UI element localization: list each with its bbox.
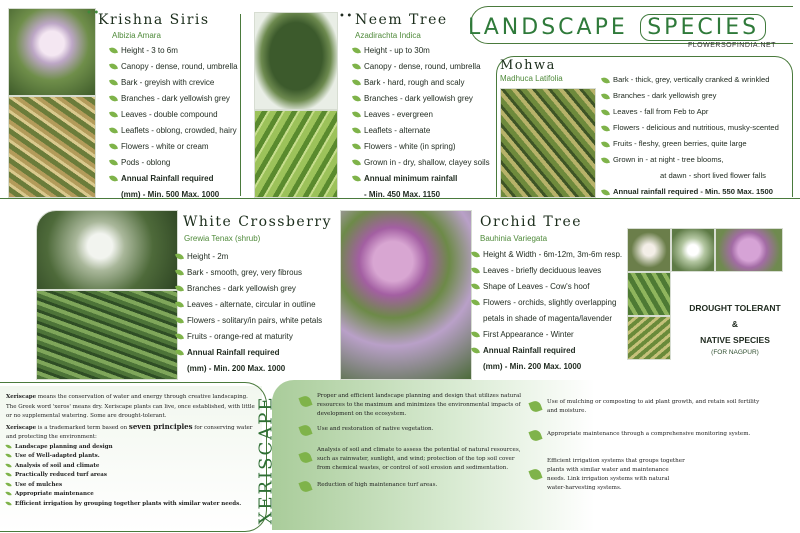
intro-text: is a trademarked term based on xyxy=(36,424,129,431)
caption-line: & xyxy=(731,319,739,329)
rainfall-value: - Min. 450 Max. 1150 xyxy=(364,190,441,199)
mohwa-scientific-name: Madhuca Latifolia xyxy=(500,74,563,83)
list-item: Grown in - at night - tree blooms, xyxy=(613,155,724,164)
dots-icon: •• xyxy=(339,11,354,22)
leaf-bullet-icon xyxy=(298,479,312,493)
leaf-bullet-icon xyxy=(601,188,610,197)
leaf-bullet-icon xyxy=(352,94,361,103)
neem-title xyxy=(339,11,448,28)
orchid-tree-scientific-name: Bauhinia Variegata xyxy=(480,234,548,243)
list-item: Branches - dark yellowish grey xyxy=(364,94,473,103)
leaf-bullet-icon xyxy=(175,332,184,341)
leaf-bullet-icon xyxy=(352,62,361,71)
title-species: SPECIES xyxy=(647,15,760,40)
intro-text: or no supplemental watering. Some are drought-tolerant. xyxy=(6,413,167,419)
leaf-bullet-icon xyxy=(109,110,118,119)
krishna-siris-scientific-name: Albizia Amara xyxy=(112,31,161,40)
orchid-tree-name: Orchid Tree xyxy=(480,214,583,230)
leaf-bullet-icon xyxy=(352,126,361,135)
principle-item: Use of Well-adapted plants. xyxy=(15,453,100,459)
leaf-bullet-icon xyxy=(109,158,118,167)
white-crossberry-scientific-name: Grewia Tenax (shrub) xyxy=(184,234,261,243)
orchid-tree-photo xyxy=(340,210,472,380)
white-crossberry-list xyxy=(176,249,322,377)
leaf-bullet-icon xyxy=(471,250,480,259)
krishna-siris-name: Krishna Siris xyxy=(98,12,210,28)
list-item: Height - 3 to 6m xyxy=(121,46,178,55)
leaf-bullet-icon xyxy=(109,142,118,151)
xeriscape-intro-text xyxy=(6,393,258,509)
list-item: Bark - hard, rough and scaly xyxy=(364,78,465,87)
list-item: Shape of Leaves - Cow's hoof xyxy=(483,282,590,291)
leaf-bullet-icon xyxy=(471,298,480,307)
leaf-bullet-icon xyxy=(601,124,610,133)
principle-text: Proper and efficient landscape planning and design that utilizes natural xyxy=(317,393,522,399)
page-title xyxy=(468,14,766,41)
leaf-bullet-icon xyxy=(109,94,118,103)
list-item: Flowers - delicious and nutritious, musky-scented xyxy=(613,123,779,132)
leaf-bullet-icon xyxy=(109,62,118,71)
intro-text: means the conservation of water and energy through creative landscaping. xyxy=(36,394,248,400)
leaf-bullet-icon xyxy=(528,399,542,413)
caption-line: NATIVE SPECIES xyxy=(700,335,770,345)
list-item: Leaves - fall from Feb to Apr xyxy=(613,107,709,116)
list-item: Leaves - briefly deciduous leaves xyxy=(483,266,602,275)
leaf-bullet-icon xyxy=(109,174,118,183)
krishna-siris-title xyxy=(86,8,210,28)
leaf-bullet-icon xyxy=(352,46,361,55)
principle-item: Analysis of soil and climate xyxy=(15,462,100,469)
list-item: Fruits - orange-red at maturity xyxy=(187,332,293,341)
collage-photo xyxy=(715,228,783,272)
principle-item: Practically reduced turf areas xyxy=(15,472,107,478)
principle-item: Efficient irrigation by grouping together plants with similar water needs. xyxy=(15,500,242,507)
list-item: Height - 2m xyxy=(187,252,229,261)
rainfall-value: (mm) - Min. 200 Max. 1000 xyxy=(483,362,582,371)
leaf-bullet-icon xyxy=(601,92,610,101)
intro-text: The Greek word 'xeros' means dry. Xeriscape plants can live, once established, with little xyxy=(6,403,255,410)
rainfall-label: Annual Rainfall required xyxy=(187,348,280,357)
leaf-bullet-icon xyxy=(109,46,118,55)
site-name: FLOWERSOFINDIA.NET xyxy=(688,42,776,49)
mohwa-list xyxy=(602,72,779,200)
list-item: Bark - thick, grey, vertically cranked & wrinkled xyxy=(613,75,770,84)
mohwa-name: Mohwa xyxy=(500,58,556,73)
caption-note: (FOR NAGPUR) xyxy=(711,349,759,356)
leaf-bullet-icon xyxy=(528,428,542,442)
leaf-bullet-icon xyxy=(352,78,361,87)
caption-line: DROUGHT TOLERANT xyxy=(689,303,781,313)
list-item: Leaflets - alternate xyxy=(364,126,431,135)
list-item: Fruits - fleshy, green berries, quite large xyxy=(613,139,747,148)
list-item: Pods - oblong xyxy=(121,158,171,167)
list-item: at dawn - short lived flower falls xyxy=(660,171,766,180)
intro-text: for conserving water xyxy=(192,424,253,431)
leaf-bullet-icon xyxy=(298,394,312,408)
leaf-bullet-icon xyxy=(109,78,118,87)
rainfall-value: (mm) - Min. 200 Max. 1000 xyxy=(187,364,286,373)
list-item: Canopy - dense, round, umbrella xyxy=(364,62,481,71)
drought-tolerant-caption xyxy=(674,300,796,358)
collage-photo xyxy=(627,316,671,360)
white-crossberry-name: White Crossberry xyxy=(183,214,332,230)
principle-text: water-harvesting systems. xyxy=(547,485,622,491)
list-item: Leaves - evergreen xyxy=(364,110,433,119)
list-item: Bark - smooth, grey, very fibrous xyxy=(187,268,302,277)
list-item: Height & Width - 6m-12m, 3m-6m resp. xyxy=(483,250,623,259)
leaf-bullet-icon xyxy=(471,266,480,275)
list-item: Flowers - white or cream xyxy=(121,142,209,151)
list-item: First Appearance - Winter xyxy=(483,330,574,339)
leaf-bullet-icon xyxy=(471,346,480,355)
principle-text: resources to the maximum and minimizes the environmental impacts of xyxy=(317,402,521,408)
xeriscape-vertical-title xyxy=(252,395,278,526)
leaf-bullet-icon xyxy=(601,108,610,117)
dots-icon: •• xyxy=(86,8,101,19)
krishna-siris-tree-photo xyxy=(8,96,96,198)
list-item: Branches - dark yellowish grey xyxy=(187,284,296,293)
title-landscape: LANDSCAPE xyxy=(468,15,628,40)
principle-text: development on the ecosystem. xyxy=(317,411,407,417)
term: Xeriscape xyxy=(6,424,37,431)
rainfall-value: (mm) - Min. 500 Max. 1000 xyxy=(121,190,220,199)
principle-text: needs. Link irrigation systems with natural xyxy=(547,476,670,482)
list-item: Bark - greyish with crevice xyxy=(121,78,215,87)
principle-text: plants with similar water and maintenance xyxy=(547,467,669,473)
list-item: Branches - dark yellowish grey xyxy=(121,94,230,103)
principle-item: Use of mulches xyxy=(15,481,63,488)
principle-text: and moisture. xyxy=(547,408,587,414)
collage-photo xyxy=(671,228,715,272)
list-item: Flowers - solitary/in pairs, white petals xyxy=(187,316,323,325)
principle-text: Use of mulching or composting to aid plant growth, and retain soil fertility xyxy=(547,399,760,405)
leaf-bullet-icon xyxy=(298,450,312,464)
seven-principles: seven principles xyxy=(128,421,193,431)
list-item: Canopy - dense, round, umbrella xyxy=(121,62,238,71)
leaf-bullet-icon xyxy=(352,158,361,167)
krishna-siris-flower-photo xyxy=(8,8,96,96)
leaf-bullet-icon xyxy=(528,467,542,481)
leaf-bullet-icon xyxy=(352,110,361,119)
principle-text: Reduction of high maintenance turf areas. xyxy=(317,482,438,488)
krishna-siris-list xyxy=(110,43,238,203)
leaf-bullet-icon xyxy=(298,423,312,437)
collage-photo xyxy=(627,272,671,316)
principle-text: Appropriate maintenance through a comprehensive monitoring system. xyxy=(547,431,751,437)
leaf-bullet-icon xyxy=(471,330,480,339)
mohwa-tree-photo xyxy=(500,88,596,198)
white-crossberry-shrub-photo xyxy=(36,290,178,380)
principle-text: Analysis of soil and climate to assess the potential of natural resources, xyxy=(317,447,521,453)
leaf-bullet-icon xyxy=(601,140,610,149)
list-item: Branches - dark yellowish grey xyxy=(613,91,717,100)
neem-list xyxy=(353,43,490,203)
neem-leaves-photo xyxy=(254,110,338,198)
rainfall-label: Annual rainfall required - Min. 550 Max. 1500 xyxy=(613,187,773,196)
list-item: Height - up to 30m xyxy=(364,46,430,55)
principle-text: Use and restoration of native vegetation. xyxy=(317,426,434,432)
principle-text: Efficient irrigation systems that groups together xyxy=(547,458,685,464)
xeriscape-title: XERISCAPE xyxy=(255,395,277,525)
leaf-bullet-icon xyxy=(175,316,184,325)
leaf-bullet-icon xyxy=(601,156,610,165)
list-item: petals in shade of magenta/lavender xyxy=(483,314,612,323)
principles-column-1 xyxy=(300,392,530,492)
leaf-bullet-icon xyxy=(352,174,361,183)
list-item: Leaves - alternate, circular in outline xyxy=(187,300,316,309)
leaf-bullet-icon xyxy=(471,282,480,291)
list-item: Leaves - double compound xyxy=(121,110,218,119)
intro-text: and protecting the environment: xyxy=(6,434,97,440)
leaf-bullet-icon xyxy=(175,348,184,357)
white-crossberry-flower-photo xyxy=(36,210,178,290)
term: Xeriscape xyxy=(6,394,37,400)
list-item: Flowers - white (in spring) xyxy=(364,142,456,151)
orchid-tree-list xyxy=(472,247,622,375)
rainfall-label: Annual Rainfall required xyxy=(483,346,576,355)
principle-text: from chemical wastes, or control of soil erosion and sedimentation. xyxy=(317,465,509,471)
list-item: Leaflets - oblong, crowded, hairy xyxy=(121,126,237,135)
principle-text: such as rainwater, sunlight, and wind; protection of the top soil cover xyxy=(317,456,515,462)
list-item: Flowers - orchids, slightly overlapping xyxy=(483,298,617,307)
rainfall-label: Annual Rainfall required xyxy=(121,174,214,183)
leaf-bullet-icon xyxy=(175,268,184,277)
collage-photo xyxy=(627,228,671,272)
principle-item: Appropriate maintenance xyxy=(15,491,94,497)
leaf-bullet-icon xyxy=(175,252,184,261)
leaf-bullet-icon xyxy=(352,142,361,151)
leaf-bullet-icon xyxy=(109,126,118,135)
leaf-bullet-icon xyxy=(175,300,184,309)
list-item: Grown in - dry, shallow, clayey soils xyxy=(364,158,490,167)
principles-column-2 xyxy=(530,398,766,493)
leaf-bullet-icon xyxy=(175,284,184,293)
neem-tree-photo xyxy=(254,12,338,110)
divider-line xyxy=(240,14,241,196)
rainfall-label: Annual minimum rainfall xyxy=(364,174,458,183)
neem-scientific-name: Azadirachta Indica xyxy=(355,31,421,40)
leaf-bullet-icon xyxy=(601,76,610,85)
neem-name: Neem Tree xyxy=(355,12,448,28)
principle-item: Landscape planning and design xyxy=(15,443,113,450)
